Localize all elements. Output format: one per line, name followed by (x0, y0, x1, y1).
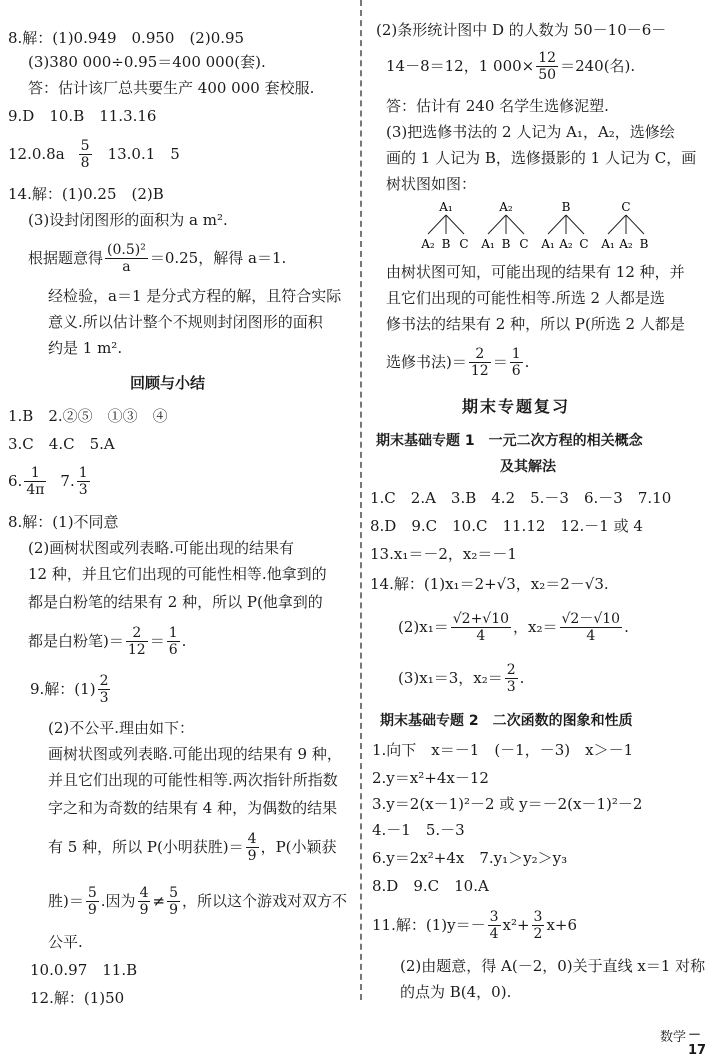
q14-line3-result: ＝0.25，解得 a＝1. (149, 249, 287, 267)
topic1-line14b (398, 606, 629, 648)
right-line10-equals: ＝ (492, 353, 508, 371)
tree-branch (608, 215, 626, 234)
topic2-line11-fraction1: $\frac{3}{4}$ (489, 908, 499, 942)
topic2-line6: 6.y＝2x²+4x 7.y₁＞y₂＞y₃ (372, 849, 568, 867)
tree-branch (428, 215, 446, 234)
review-q7-label: 7. (60, 472, 75, 490)
tree-child-node: A₁ (481, 237, 495, 251)
topic2-line4: 4.－1 5.－3 (372, 821, 465, 839)
review-q9-line3: 画树状图或列表略.可能出现的结果有 9 种， (48, 745, 342, 763)
topic1-title-line2: 及其解法 (500, 459, 556, 475)
q8-line2: (3)380 000÷0.95＝400 000(套). (28, 53, 266, 71)
tree-branch (548, 215, 566, 234)
tree-child-node: C (519, 237, 529, 251)
topic1-title-line1: 期末基础专题 1 一元二次方程的相关概念 (376, 433, 643, 449)
right-line2 (386, 46, 635, 86)
tree-child-node: A₂ (559, 237, 573, 251)
footer-subject: 数学 (660, 1030, 687, 1045)
tree-branch (506, 215, 524, 234)
tree-branch (446, 215, 464, 234)
q14-line2: (3)设封闭图形的面积为 a m². (28, 211, 228, 229)
review-q6-fraction: $\frac{1}{4\pi}$ (26, 464, 45, 498)
review-q8-line5-text: 都是白粉笔)＝ (28, 632, 124, 650)
review-q8-line2: (2)画树状图或列表略.可能出现的结果有 (28, 539, 295, 557)
right-line5: 画的 1 人记为 B，选修摄影的 1 人记为 C，画 (386, 149, 697, 167)
tree-child-node: A₁ (601, 237, 615, 251)
review-q9-line7-fraction2: $\frac{4}{9}$ (139, 884, 149, 918)
review-q9-line2: (2)不公平.理由如下： (48, 719, 195, 737)
tree-child-node: A₂ (421, 237, 435, 251)
topic1-line13: 13.x₁＝－2，x₂＝－1 (370, 545, 517, 563)
review-q8-line3: 12 种，并且它们出现的可能性相等.他拿到的 (28, 565, 327, 583)
tree-branch (488, 215, 506, 234)
review-q9-line7-fraction3: $\frac{5}{9}$ (169, 884, 178, 918)
right-line10-fraction2: $\frac{1}{6}$ (511, 345, 521, 379)
review-q9-line1 (30, 670, 112, 708)
review-q6-label: 6. (8, 472, 23, 490)
review-q8-line5 (28, 622, 186, 660)
topic2-line11c: 的点为 B(4，0). (400, 983, 512, 1001)
review-q9-line7-text: 胜)＝ (48, 892, 84, 910)
right-line4: (3)把选修书法的 2 人记为 A₁，A₂，选修绘 (386, 123, 675, 141)
topic2-line11-text: 11.解：(1)y＝－ (372, 916, 486, 934)
right-line2-text: 14－8＝12，1 000× (386, 57, 535, 75)
q14-line3-text: 根据题意得 (28, 249, 104, 267)
review-q9-line6-tail: ，P(小颖获 (260, 838, 337, 856)
right-line7: 由树状图可知，可能出现的结果有 12 种，并 (386, 263, 685, 281)
review-q8-equals: ＝ (149, 632, 165, 650)
topic2-line11-mid: x²+ (502, 916, 530, 934)
right-line3: 答：估计有 240 名学生选修泥塑. (386, 97, 609, 115)
q9-11-line: 9.D 10.B 11.3.16 (8, 107, 157, 125)
review-q12: 12.解：(1)50 (30, 989, 125, 1007)
review-q8-fraction1: $\frac{2}{12}$ (127, 624, 146, 658)
right-line9: 修书法的结果有 2 种，所以 P(所选 2 人都是 (386, 315, 685, 333)
final-review-title: 期末专题复习 (462, 397, 571, 416)
review-q9-line7-because: .因为 (100, 892, 136, 910)
topic1-line8: 8.D 9.C 10.C 11.12 12.－1 或 4 (370, 517, 643, 535)
topic1-line14c-period: . (519, 669, 525, 687)
review-section-title: 回顾与小结 (130, 374, 206, 392)
q14-line3-fraction: $\frac{\text{(0.5)²}}{a}$ (107, 241, 146, 275)
topic2-line11-tail: x+6 (546, 916, 578, 934)
review-q9-line6-text: 有 5 种，所以 P(小明获胜)＝ (48, 838, 244, 856)
topic1-line14b-text: (2)x₁＝ (398, 618, 449, 636)
tree-branch (626, 215, 644, 234)
tree-child-node: A₂ (619, 237, 633, 251)
topic2-title: 期末基础专题 2 二次函数的图象和性质 (380, 713, 633, 729)
tree-child-node: B (639, 237, 649, 251)
review-q9-line6 (48, 826, 337, 868)
q14-line3 (28, 240, 286, 276)
topic1-line14b-fraction2: $\frac{√2-√10}{4}$ (561, 610, 621, 644)
topic2-line3: 3.y＝2(x－1)²－2 或 y＝－2(x－1)²－2 (372, 795, 643, 813)
review-line3: 3.C 4.C 5.A (8, 435, 115, 453)
right-line10 (386, 342, 529, 382)
tree-child-node: A₁ (541, 237, 555, 251)
column-divider (360, 0, 362, 1000)
footer-page-number: － 17 (688, 1028, 707, 1058)
tree-child-node: C (459, 237, 469, 251)
right-line1: (2)条形统计图中 D 的人数为 50－10－6－ (376, 21, 667, 39)
topic2-line1: 1.向下 x＝－1 (－1，－3) x＞－1 (372, 741, 634, 759)
right-line2-fraction: $\frac{12}{50}$ (538, 49, 557, 83)
topic2-line11-fraction2: $\frac{3}{2}$ (533, 908, 543, 942)
q14-line5: 意义.所以估计整个不规则封闭图形的面积 (48, 313, 323, 331)
review-q8-line4: 都是白粉笔的结果有 2 种，所以 P(他拿到的 (28, 593, 323, 611)
review-q8-line1: 8.解：(1)不同意 (8, 513, 119, 531)
topic2-line11 (372, 904, 577, 946)
topic1-line14b-mid: ，x₂＝ (513, 618, 558, 636)
right-line10-fraction1: $\frac{2}{12}$ (470, 345, 489, 379)
topic1-line1: 1.C 2.A 3.B 4.2 5.－3 6.－3 7.10 (370, 489, 672, 507)
q14-line4: 经检验，a＝1 是分式方程的解，且符合实际 (48, 287, 342, 305)
tree-root-node: A₁ (439, 200, 453, 214)
tree-root-node: B (561, 200, 571, 214)
topic2-line2: 2.y＝x²+4x－12 (372, 769, 489, 787)
q14-line1: 14.解：(1)0.25 (2)B (8, 185, 164, 203)
review-q9-line7 (48, 880, 347, 922)
q14-line6: 约是 1 m². (48, 339, 123, 357)
q13-text: 13.0.1 5 (107, 145, 180, 163)
review-q7-fraction: $\frac{1}{3}$ (78, 464, 88, 498)
topic1-line14c (398, 658, 524, 698)
topic1-line14: 14.解：(1)x₁＝2+√3，x₂＝2－√3. (370, 575, 609, 593)
q12-text: 12.0.8a (8, 145, 65, 163)
right-line2-result: ＝240(名). (560, 57, 636, 75)
review-line1: 1.B 2.②⑤ ①③ ④ (8, 407, 168, 425)
topic2-line8: 8.D 9.C 10.A (372, 877, 489, 895)
review-q8-period: . (181, 632, 187, 650)
q8-line1: 8.解：(1)0.949 0.950 (2)0.95 (8, 29, 245, 47)
right-line6: 树状图如图： (386, 175, 477, 193)
right-line8: 且它们出现的可能性相等.所选 2 人都是选 (386, 289, 665, 307)
right-line10-period: . (524, 353, 530, 371)
review-q9-fraction: $\frac{2}{3}$ (99, 672, 109, 706)
topic1-line14b-fraction1: $\frac{√2+√10}{4}$ (452, 610, 510, 644)
review-q10-11: 10.0.97 11.B (30, 961, 138, 979)
tree-child-node: B (441, 237, 451, 251)
topic1-line14b-period: . (624, 618, 629, 636)
review-q9-line6-fraction: $\frac{4}{9}$ (247, 830, 257, 864)
topic1-line14c-fraction: $\frac{2}{3}$ (506, 661, 516, 695)
review-q9-line7-not-equal: ≠ (152, 892, 166, 910)
review-line6 (8, 462, 92, 500)
review-q9-line4: 并且它们出现的可能性相等.两次指针所指数 (48, 771, 338, 789)
review-q9-line5: 字之和为奇数的结果有 4 种，为偶数的结果 (48, 799, 338, 817)
review-q9-line7-tail: ，所以这个游戏对双方不 (181, 892, 347, 910)
review-q9-line1-text: 9.解：(1) (30, 680, 96, 698)
q8-line3: 答：估计该厂总共要生产 400 000 套校服. (28, 79, 315, 97)
q12-13-line (8, 136, 180, 172)
tree-diagram (418, 198, 658, 256)
q12-fraction: $\frac{5}{8}$ (80, 137, 90, 171)
tree-branch (566, 215, 584, 234)
topic1-line14c-text: (3)x₁＝3，x₂＝ (398, 669, 503, 687)
tree-child-node: B (501, 237, 511, 251)
tree-child-node: C (579, 237, 589, 251)
right-line10-text: 选修书法)＝ (386, 353, 467, 371)
topic2-line11b: (2)由题意，得 A(－2，0)关于直线 x＝1 对称 (400, 957, 706, 975)
tree-root-node: A₂ (499, 200, 513, 214)
review-q8-fraction2: $\frac{1}{6}$ (168, 624, 178, 658)
review-q9-line7-fraction1: $\frac{5}{9}$ (87, 884, 97, 918)
tree-root-node: C (621, 200, 631, 214)
review-q9-line8: 公平. (48, 933, 83, 951)
